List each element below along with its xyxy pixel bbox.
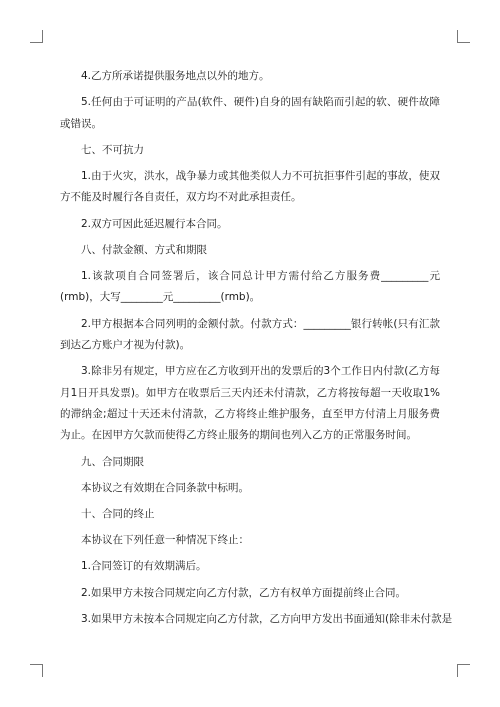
paragraph-termination-3: 3.如果甲方未按本合同规定向乙方付款，乙方向甲方发出书面通知(除非未付款是 (81, 612, 453, 625)
section-heading-termination: 十、合同的终止 (81, 508, 155, 521)
paragraph-termination-1: 1.合同签订的有效期满后。 (81, 560, 207, 573)
document-body (60, 66, 453, 635)
paragraph-termination-2: 2.如果甲方未按合同规定向乙方付款，乙方有权单方面提前终止合同。 (81, 586, 407, 599)
crop-mark-bottom-right (457, 664, 470, 677)
paragraph-item-5: 5.任何由于可证明的产品(软件、硬件)自身的固有缺陷而引起的软、硬件故障或错误。 (60, 96, 440, 130)
paragraph-force-majeure-2: 2.双方可因此延迟履行本合同。 (81, 217, 228, 230)
crop-mark-top-right (457, 30, 470, 43)
paragraph-item-4: 4.乙方所承诺提供服务地点以外的地方。 (81, 70, 270, 82)
paragraph-termination-intro: 本协议在下列任意一种情况下终止： (81, 534, 249, 547)
section-heading-payment: 八、付款金额、方式和期限 (81, 243, 207, 256)
section-heading-term: 九、合同期限 (81, 455, 144, 468)
crop-mark-bottom-left (30, 664, 43, 677)
paragraph-force-majeure-1: 1.由于火灾，洪水，战争暴力或其他类似人力不可抗拒事件引起的事故，使双方不能及时履行各自责任，双方均不对此承担责任。 (60, 170, 440, 204)
paragraph-payment-2: 2.甲方根据本合同列明的金额付款。付款方式：_________银行转帐(只有汇款到达乙方账户才视为付款)。 (60, 317, 440, 352)
paragraph-payment-3: 3.除非另有规定，甲方应在乙方收到开出的发票后的3个工作日内付款(乙方每月1日开具发票)。如甲方在收票后三天内还未付清款，乙方将按每超一天收取1%的滞纳金;超过十天还未付清款，乙方将终止维护服务，直至甲方付清上月服务费为止。在因甲方欠款而使得乙方终止服务的期间也列入乙方的正常服务时间。 (60, 365, 440, 442)
paragraph-term: 本协议之有效期在合同条款中标明。 (81, 481, 249, 494)
paragraph-payment-1: 1.该款项自合同签署后，该合同总计甲方需付给乙方服务费_________元(rmb)，大写________元_________(rmb)。 (60, 270, 440, 304)
crop-mark-top-left (30, 30, 43, 43)
section-heading-force-majeure: 七、不可抗力 (81, 143, 144, 156)
